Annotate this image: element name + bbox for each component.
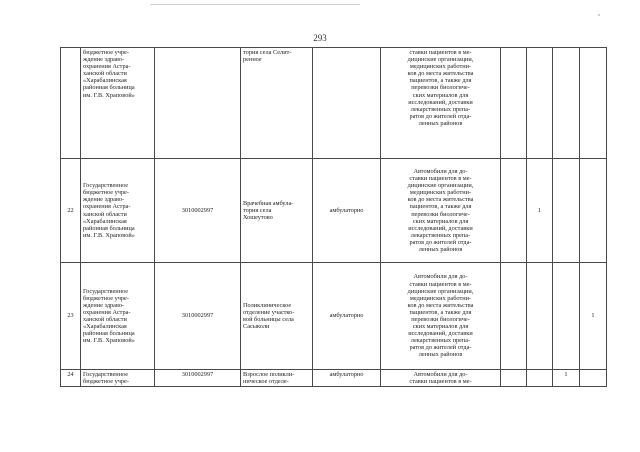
vehicle-purpose: Автомобили для до- ставки пациентов в ме- дицинские организации, медицинских работни- ков до места жительства пациентов, а также для перевозки биологиче- ских материалов для исследований, доставки лекарственных препа- ратов до жителей отда- ленных районов bbox=[381, 263, 501, 370]
vehicle-purpose: ставки пациентов в ме- дицинские организации, медицинских работни- ков до места жительства пациентов, а также для перевозки биологиче- ских материалов для исследований, доставки лекарственных препа- ратов до жителей отда- ленных районов bbox=[381, 48, 501, 159]
organization-name: Государственное бюджетное учре- ждение здраво- охранения Астра- ханской области «Харабалинская районная больница им. Г.В. Храповой» bbox=[81, 159, 155, 263]
page-number: 293 bbox=[313, 33, 327, 43]
count-cell-2: 1 bbox=[527, 159, 553, 263]
organization-name: Государственное бюджетное учре- ждение здраво- охранения Астра- ханской области «Харабалинская районная больница им. Г.В. Храповой» bbox=[81, 263, 155, 370]
row-number: 23 bbox=[61, 263, 81, 370]
inn-cell: 3010002997 bbox=[155, 263, 241, 370]
count-cell-4 bbox=[580, 370, 607, 387]
subdivision-name: тория села Селит- ренное bbox=[241, 48, 313, 159]
inn-cell bbox=[155, 48, 241, 159]
count-cell-1 bbox=[501, 263, 527, 370]
count-cell-1 bbox=[501, 159, 527, 263]
table-row bbox=[61, 159, 607, 263]
count-cell-3 bbox=[553, 263, 580, 370]
subdivision-name: Поликлиническое отделение участко- вой больницы села Сасыколи bbox=[241, 263, 313, 370]
vehicle-allocation-table bbox=[60, 47, 607, 387]
row-number: 22 bbox=[61, 159, 81, 263]
count-cell-4 bbox=[580, 48, 607, 159]
inn-cell: 3010002997 bbox=[155, 159, 241, 263]
table-row bbox=[61, 263, 607, 370]
table-row bbox=[61, 48, 607, 159]
row-number bbox=[61, 48, 81, 159]
inn-cell: 3010002997 bbox=[155, 370, 241, 387]
count-cell-3: 1 bbox=[553, 370, 580, 387]
vehicle-purpose: Автомобили для до- ставки пациентов в ме- дицинские организации, медицинских работни- ков до места жительства пациентов, а также для перевозки биологиче- ских материалов для исследований, доставки лекарственных препа- ратов до жителей отда- ленных районов bbox=[381, 159, 501, 263]
organization-name: бюджетное учре- ждение здраво- охранения Астра- ханской области «Харабалинская районная больница им. Г.В. Храповой» bbox=[81, 48, 155, 159]
subdivision-name: Врачебная амбула- тория села Хошеутово bbox=[241, 159, 313, 263]
count-cell-3 bbox=[553, 159, 580, 263]
count-cell-1 bbox=[501, 370, 527, 387]
organization-name: Государственное бюджетное учре- bbox=[81, 370, 155, 387]
scan-artifact-dot bbox=[598, 14, 600, 16]
count-cell-1 bbox=[501, 48, 527, 159]
vehicle-purpose: Автомобили для до- ставки пациентов в ме- bbox=[381, 370, 501, 387]
care-conditions: амбулаторно bbox=[313, 159, 381, 263]
care-conditions: амбулаторно bbox=[313, 370, 381, 387]
table-row bbox=[61, 370, 607, 387]
care-conditions bbox=[313, 48, 381, 159]
count-cell-2 bbox=[527, 263, 553, 370]
row-number: 24 bbox=[61, 370, 81, 387]
count-cell-2 bbox=[527, 370, 553, 387]
count-cell-2 bbox=[527, 48, 553, 159]
subdivision-name: Взрослое поликли- ническое отделе- bbox=[241, 370, 313, 387]
count-cell-4 bbox=[580, 159, 607, 263]
count-cell-4: 1 bbox=[580, 263, 607, 370]
scan-artifact-line bbox=[150, 4, 360, 5]
count-cell-3 bbox=[553, 48, 580, 159]
care-conditions: амбулаторно bbox=[313, 263, 381, 370]
